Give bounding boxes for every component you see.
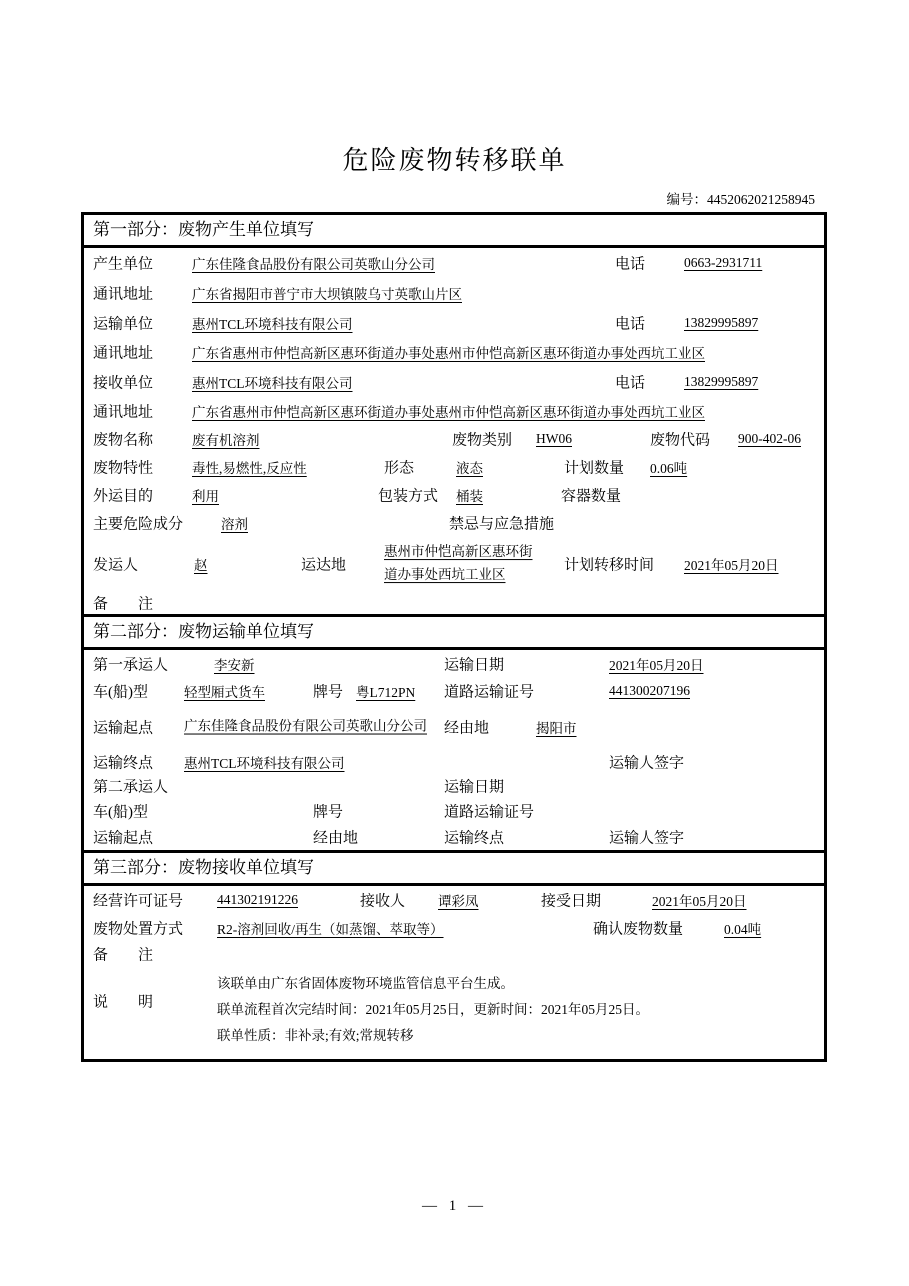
doc-number-value: 4452062021258945 xyxy=(707,192,815,207)
receiver-phone-value: 13829995897 xyxy=(684,373,759,389)
remark-label: 备 注 xyxy=(93,947,154,963)
row-main-hazard xyxy=(84,509,824,537)
transport-date1-value: 2021年05月20日 xyxy=(609,657,704,673)
endpoint-label: 运输终点 xyxy=(444,830,505,847)
transporter-phone-value: 13829995897 xyxy=(684,314,759,330)
main-hazard-label: 主要危险成分 xyxy=(93,516,184,533)
note-lines xyxy=(217,971,649,1049)
row-origin-2 xyxy=(84,824,824,850)
disposal-label: 废物处置方式 xyxy=(93,921,184,937)
phone-label: 电话 xyxy=(615,375,646,391)
section-1-header: 第一部分：废物产生单位填写 xyxy=(84,215,824,248)
receiver-address-value: 广东省惠州市仲恺高新区惠环街道办事处惠州市仲恺高新区惠环街道办事处西坑工业区 xyxy=(192,404,705,420)
receiver-person-value: 谭彩凤 xyxy=(438,894,479,909)
purpose-value: 利用 xyxy=(192,489,219,504)
row-vehicle-2 xyxy=(84,798,824,824)
page-number: — 1 — xyxy=(422,1198,487,1214)
row-remark-1 xyxy=(84,591,824,614)
shipper-value: 赵 xyxy=(194,558,208,573)
plate1-value: 粤L712PN xyxy=(356,684,416,700)
waste-name-label: 废物名称 xyxy=(93,432,154,449)
transport-date-label: 运输日期 xyxy=(444,657,505,673)
sign-label: 运输人签字 xyxy=(609,755,685,772)
form-label: 形态 xyxy=(384,460,415,477)
plate-label: 牌号 xyxy=(313,684,344,700)
row-waste-name xyxy=(84,425,824,453)
doc-number-label: 编号： xyxy=(666,192,707,207)
main-hazard-value: 溶剂 xyxy=(221,517,248,532)
disposal-value: R2-溶剂回收/再生（如蒸馏、萃取等） xyxy=(217,921,444,937)
row-license xyxy=(84,886,824,914)
origin-label: 运输起点 xyxy=(93,830,154,847)
phone-label: 电话 xyxy=(615,256,646,273)
sign-label: 运输人签字 xyxy=(609,830,685,847)
transport-date-label: 运输日期 xyxy=(444,779,505,796)
via-label: 经由地 xyxy=(313,830,359,847)
row-endpoint-1 xyxy=(84,750,824,774)
row-carrier-2 xyxy=(84,774,824,798)
carrier1-value: 李安新 xyxy=(214,657,255,673)
packing-label: 包装方式 xyxy=(378,488,439,505)
section-2 xyxy=(84,614,824,850)
container-qty-label: 容器数量 xyxy=(561,488,622,505)
license-label: 经营许可证号 xyxy=(93,893,184,910)
waste-code-value: 900-402-06 xyxy=(738,431,801,446)
via1-value: 揭阳市 xyxy=(536,721,577,736)
vehicle-type-label: 车(船)型 xyxy=(93,804,148,821)
section-1 xyxy=(84,215,824,614)
planned-qty-label: 计划数量 xyxy=(564,460,625,477)
origin-label: 运输起点 xyxy=(93,720,154,737)
form-title: 危险废物转移联单 xyxy=(342,146,567,175)
carrier2-label: 第二承运人 xyxy=(93,779,169,796)
destination-value: 惠州市仲恺高新区惠环街道办事处西坑工业区 xyxy=(384,544,533,582)
row-carrier-1 xyxy=(84,650,824,677)
vehicle-type1-value: 轻型厢式货车 xyxy=(184,684,265,700)
confirmed-qty-value: 0.04吨 xyxy=(724,921,762,937)
vehicle-type-label: 车(船)型 xyxy=(93,684,148,700)
confirmed-qty-label: 确认废物数量 xyxy=(593,921,684,937)
producer-address-value: 广东省揭阳市普宁市大坝镇陂乌寸英歌山片区 xyxy=(192,287,462,302)
doc-number xyxy=(667,188,816,208)
carrier1-label: 第一承运人 xyxy=(93,657,169,673)
receiver-person-label: 接收人 xyxy=(360,893,406,910)
shipper-label: 发运人 xyxy=(93,557,139,574)
row-producer xyxy=(84,248,824,278)
row-origin-1 xyxy=(84,704,824,750)
row-disposal xyxy=(84,914,824,941)
address-label: 通讯地址 xyxy=(93,345,154,362)
transporter-address-value: 广东省惠州市仲恺高新区惠环街道办事处惠州市仲恺高新区惠环街道办事处西坑工业区 xyxy=(192,346,705,361)
road-permit1-value: 441300207196 xyxy=(609,682,690,698)
row-shipper xyxy=(84,537,824,591)
plate-label: 牌号 xyxy=(313,804,344,821)
receiver-label: 接收单位 xyxy=(93,375,154,391)
endpoint1-value: 惠州TCL环境科技有限公司 xyxy=(184,756,345,771)
address-label: 通讯地址 xyxy=(93,404,154,420)
row-waste-traits xyxy=(84,453,824,481)
producer-label: 产生单位 xyxy=(93,256,154,273)
receiver-value: 惠州TCL环境科技有限公司 xyxy=(192,375,353,391)
transfer-time-label: 计划转移时间 xyxy=(564,557,655,574)
accept-date-value: 2021年05月20日 xyxy=(652,894,747,909)
origin1-value: 广东佳隆食品股份有限公司英歌山分公司 xyxy=(184,718,427,734)
via-label: 经由地 xyxy=(444,720,490,737)
section-3-header: 第三部分：废物接收单位填写 xyxy=(84,853,824,886)
note-line-1: 该联单由广东省固体废物环境监管信息平台生成。 xyxy=(217,976,514,991)
packing-value: 桶装 xyxy=(456,489,483,504)
phone-label: 电话 xyxy=(615,316,646,332)
row-receiver-address xyxy=(84,396,824,425)
license-value: 441302191226 xyxy=(217,892,298,907)
remark-label: 备 注 xyxy=(93,596,154,612)
form-value: 液态 xyxy=(456,461,483,476)
road-permit-label: 道路运输证号 xyxy=(444,684,535,700)
note-line-3: 联单性质：非补录;有效;常规转移 xyxy=(217,1028,414,1043)
transfer-time-value: 2021年05月20日 xyxy=(684,558,779,573)
transporter-value: 惠州TCL环境科技有限公司 xyxy=(192,316,353,332)
emergency-label: 禁忌与应急措施 xyxy=(449,516,555,533)
waste-name-value: 废有机溶剂 xyxy=(192,433,260,448)
section-3 xyxy=(84,850,824,1059)
row-transporter-address xyxy=(84,337,824,367)
row-notes xyxy=(84,966,824,1059)
waste-code-label: 废物代码 xyxy=(650,432,711,449)
row-receiver xyxy=(84,367,824,396)
address-label: 通讯地址 xyxy=(93,286,154,303)
endpoint-label: 运输终点 xyxy=(93,755,154,772)
note-line-2: 联单流程首次完结时间：2021年05月25日，更新时间：2021年05月25日。 xyxy=(217,1002,649,1017)
purpose-label: 外运目的 xyxy=(93,488,154,505)
waste-category-value: HW06 xyxy=(536,431,572,446)
waste-category-label: 废物类别 xyxy=(452,432,513,449)
row-remark-3 xyxy=(84,941,824,966)
road-permit-label: 道路运输证号 xyxy=(444,804,535,821)
waste-traits-value: 毒性,易燃性,反应性 xyxy=(192,461,307,476)
row-vehicle-1 xyxy=(84,677,824,704)
destination-label: 运达地 xyxy=(301,557,347,574)
row-purpose xyxy=(84,481,824,509)
manifest-table xyxy=(81,212,827,1062)
row-transporter xyxy=(84,308,824,337)
section-2-header: 第二部分：废物运输单位填写 xyxy=(84,617,824,650)
producer-phone-value: 0663-2931711 xyxy=(684,255,763,270)
accept-date-label: 接受日期 xyxy=(541,893,602,910)
producer-value: 广东佳隆食品股份有限公司英歌山分公司 xyxy=(192,257,435,272)
transporter-label: 运输单位 xyxy=(93,316,154,332)
planned-qty-value: 0.06吨 xyxy=(650,461,688,476)
waste-traits-label: 废物特性 xyxy=(93,460,154,477)
row-producer-address xyxy=(84,278,824,308)
note-label: 说 明 xyxy=(93,994,154,1011)
